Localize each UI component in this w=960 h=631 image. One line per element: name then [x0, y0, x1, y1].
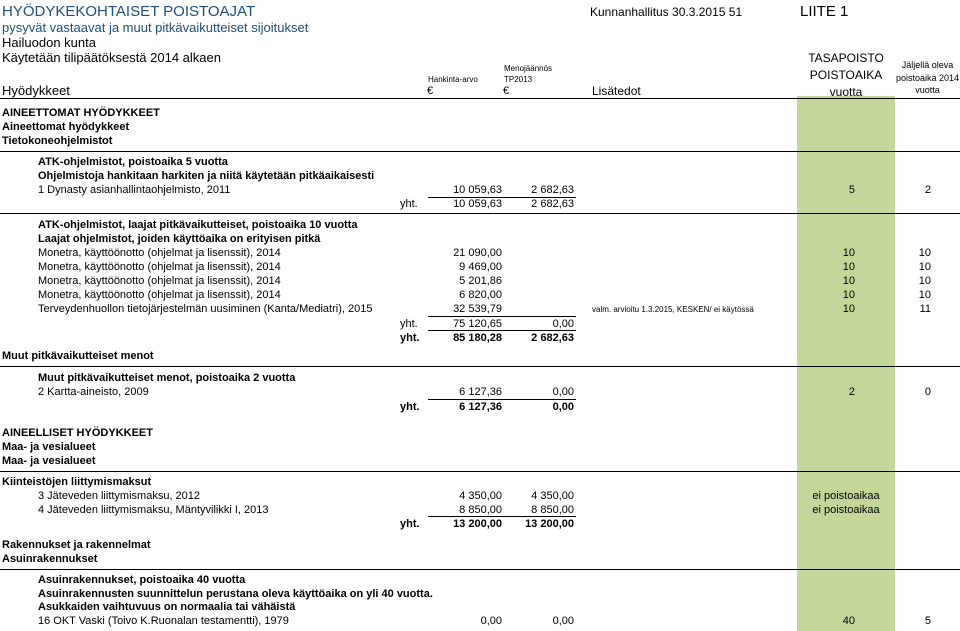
row-acquisition: 32 539,79 — [453, 303, 502, 315]
section-buildings: Rakennukset ja rakennelmat — [2, 539, 151, 551]
table-row — [0, 275, 960, 288]
row-years: 10 — [842, 275, 855, 287]
row-acquisition: 10 059,63 — [453, 184, 502, 196]
row-acquisition: 6 127,36 — [459, 386, 502, 398]
group-atk5: ATK-ohjelmistot, poistoaika 5 vuotta — [38, 156, 228, 168]
group-atk10-desc: Laajat ohjelmistot, joiden käyttöaika on erityisen pitkä — [38, 233, 321, 245]
section-tangible: AINEELLISET HYÖDYKKEET — [2, 427, 153, 439]
section-residential: Asuinrakennukset — [2, 553, 98, 565]
total-residual: 13 200,00 — [525, 518, 574, 530]
appendix-label: LIITE 1 — [800, 3, 849, 20]
column-header-residual: Menojäännös — [504, 64, 553, 73]
table-row — [0, 386, 960, 399]
table-row — [0, 261, 960, 274]
section-land-1: Maa- ja vesialueet — [2, 441, 96, 453]
divider — [0, 471, 960, 472]
row-residual: 2 682,63 — [531, 184, 574, 196]
section-intangible: AINEETTOMAT HYÖDYKKEET — [2, 107, 160, 119]
row-years: ei poistoaikaa — [812, 504, 880, 516]
section-software: Tietokoneohjelmistot — [2, 135, 113, 147]
divider — [0, 569, 960, 570]
row-acquisition: 6 820,00 — [459, 289, 502, 301]
row-residual: 4 350,00 — [531, 490, 574, 502]
row-name: Terveydenhuollon tietojärjestelmän uusiminen (Kanta/Mediatri), 2015 — [38, 303, 373, 315]
row-name: 2 Kartta-aineisto, 2009 — [38, 386, 149, 398]
section-property-fees: Kiinteistöjen liittymismaksut — [2, 476, 152, 488]
divider — [0, 366, 960, 367]
total-acquisition: 10 059,63 — [453, 198, 502, 210]
row-residual: 0,00 — [552, 386, 574, 398]
row-name: Monetra, käyttöönotto (ohjelmat ja lisenssit), 2014 — [38, 275, 281, 287]
group-other-long-2: Muut pitkävaikutteiset menot, poistoaika 2 vuotta — [38, 372, 296, 384]
row-residual: 0,00 — [552, 615, 574, 627]
row-acquisition: 9 469,00 — [459, 261, 502, 273]
column-header-remaining: Jäljellä oleva — [901, 60, 954, 70]
row-acquisition: 0,00 — [480, 615, 502, 627]
document-title: HYÖDYKEKOHTAISET POISTOAJAT — [2, 3, 256, 20]
divider — [0, 151, 960, 152]
row-remaining: 10 — [918, 247, 931, 259]
row-acquisition: 5 201,86 — [459, 275, 502, 287]
row-residual: 8 850,00 — [531, 504, 574, 516]
column-header-acquisition-unit: € — [427, 85, 434, 97]
column-header-years: vuotta — [829, 85, 863, 99]
total-acquisition: 6 127,36 — [459, 401, 502, 413]
table-row — [0, 289, 960, 302]
column-header-period: POISTOAIKA — [809, 68, 883, 82]
sum-line — [428, 516, 576, 517]
row-years: 10 — [842, 289, 855, 301]
column-header-straight-line: TASAPOISTO — [808, 51, 884, 65]
table-row — [0, 490, 960, 503]
row-name: 4 Jäteveden liittymismaksu, Mäntyvilikki I, 2013 — [38, 504, 269, 516]
row-remaining: 2 — [924, 184, 931, 196]
total-residual: 2 682,63 — [531, 332, 574, 344]
sum-line — [428, 399, 576, 400]
row-years: ei poistoaikaa — [812, 490, 880, 502]
row-name: Monetra, käyttöönotto (ohjelmat ja lisenssit), 2014 — [38, 247, 281, 259]
row-remaining: 11 — [919, 303, 931, 315]
row-remaining: 0 — [924, 386, 931, 398]
section-land-2: Maa- ja vesialueet — [2, 455, 96, 467]
row-name: Monetra, käyttöönotto (ohjelmat ja lisenssit), 2014 — [38, 261, 281, 273]
row-remaining: 10 — [918, 261, 931, 273]
total-label: yht. — [400, 332, 420, 344]
total-row — [0, 332, 960, 345]
total-residual: 0,00 — [552, 401, 574, 413]
group-residential-40-desc: Asuinrakennusten suunnittelun perustana oleva käyttöaika on yli 40 vuotta. — [38, 588, 433, 600]
row-remaining: 10 — [918, 289, 931, 301]
column-header-acquisition: Hankinta-arvo — [428, 75, 478, 84]
scope-note: Käytetään tilipäätöksestä 2014 alkaen — [2, 50, 221, 65]
row-years: 10 — [842, 261, 855, 273]
column-header-residual-unit: € — [503, 85, 510, 97]
column-header-residual-year: TP2013 — [504, 75, 533, 84]
total-label: yht. — [400, 318, 418, 330]
group-atk5-desc: Ohjelmistoja hankitaan harkiten ja niitä käytetään pitkäaikaisesti — [38, 170, 375, 182]
row-acquisition: 4 350,00 — [459, 490, 502, 502]
row-note: valm. arvioitu 1.3.2015, KESKEN/ ei käytössä — [592, 305, 754, 314]
total-residual: 2 682,63 — [531, 198, 574, 210]
document-subtitle: pysyvät vastaavat ja muut pitkävaikutteiset sijoitukset — [2, 20, 309, 35]
column-header-remaining-years: vuotta — [915, 85, 940, 95]
total-residual: 0,00 — [552, 318, 574, 330]
row-years: 40 — [842, 615, 855, 627]
section-intangible-goods: Aineettomat hyödykkeet — [2, 121, 130, 133]
total-row — [0, 518, 960, 531]
table-row — [0, 184, 960, 197]
column-header-assets: Hyödykkeet — [2, 83, 70, 98]
section-other-long: Muut pitkävaikutteiset menot — [2, 350, 154, 362]
row-years: 10 — [842, 247, 855, 259]
depreciation-period-column-highlight — [797, 96, 895, 631]
table-row — [0, 615, 960, 628]
row-years: 10 — [842, 303, 855, 315]
total-row — [0, 198, 960, 211]
row-years: 5 — [848, 184, 855, 196]
row-years: 2 — [848, 386, 855, 398]
sum-line — [428, 316, 576, 317]
total-acquisition: 75 120,65 — [453, 318, 502, 330]
divider — [0, 213, 960, 214]
row-name: 1 Dynasty asianhallintaohjelmisto, 2011 — [38, 184, 231, 196]
table-row — [0, 303, 960, 316]
row-acquisition: 8 850,00 — [459, 504, 502, 516]
total-label: yht. — [400, 198, 418, 210]
organization-name: Hailuodon kunta — [2, 35, 96, 50]
total-label: yht. — [400, 401, 420, 413]
row-name: 16 OKT Vaski (Toivo K.Ruonalan testamentti), 1979 — [38, 615, 289, 627]
row-name: Monetra, käyttöönotto (ohjelmat ja lisenssit), 2014 — [38, 289, 281, 301]
row-remaining: 10 — [918, 275, 931, 287]
total-label: yht. — [400, 518, 420, 530]
row-remaining: 5 — [924, 615, 931, 627]
header-divider — [0, 98, 960, 99]
group-residential-40: Asuinrakennukset, poistoaika 40 vuotta — [38, 574, 246, 586]
sum-line — [428, 330, 576, 331]
group-atk10: ATK-ohjelmistot, laajat pitkävaikutteiset, poistoaika 10 vuotta — [38, 219, 358, 231]
table-row — [0, 247, 960, 260]
meeting-reference: Kunnanhallitus 30.3.2015 51 — [590, 5, 743, 19]
row-name: 3 Jäteveden liittymismaksu, 2012 — [38, 490, 201, 502]
row-acquisition: 21 090,00 — [453, 247, 502, 259]
group-residential-40-desc-2: Asukkaiden vaihtuvuus on normaalia tai vähäistä — [38, 601, 296, 613]
column-header-notes: Lisätedot — [592, 84, 641, 98]
total-acquisition: 85 180,28 — [453, 332, 502, 344]
column-header-remaining-year: poistoaika 2014 — [895, 73, 960, 83]
total-row — [0, 401, 960, 414]
total-acquisition: 13 200,00 — [453, 518, 502, 530]
